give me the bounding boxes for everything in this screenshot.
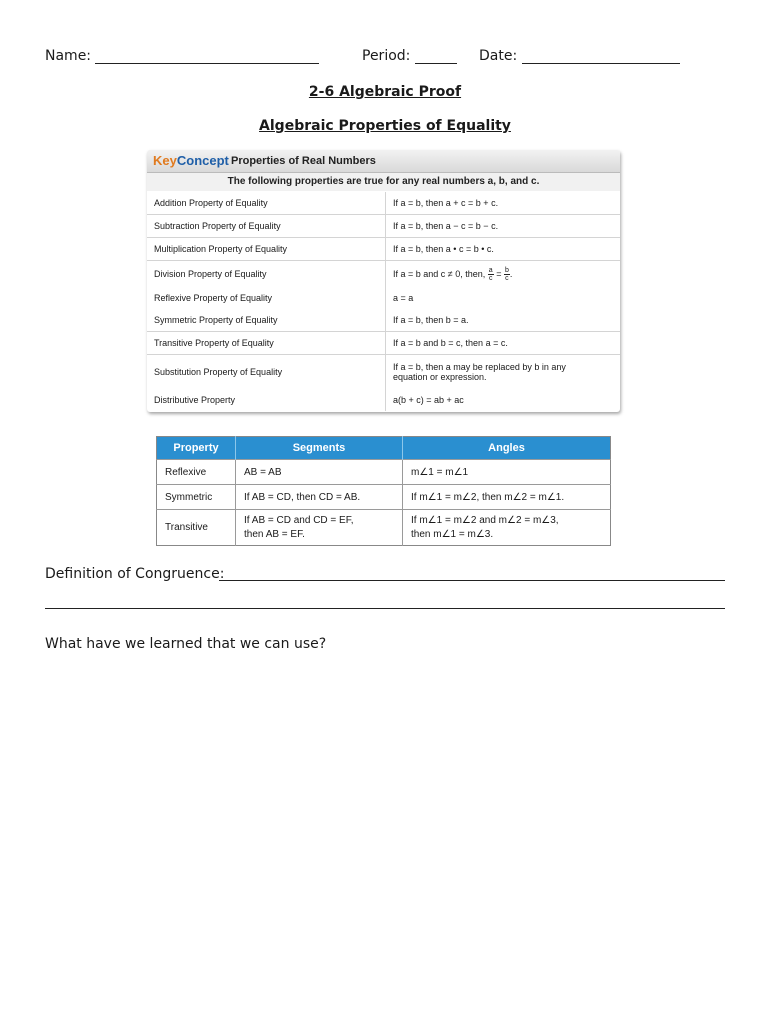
property-statement: If a = b, then a − c = b − c. xyxy=(386,215,621,238)
period-blank[interactable] xyxy=(415,49,457,64)
date-blank[interactable] xyxy=(522,49,680,64)
header-angles: Angles xyxy=(403,437,611,460)
angles-cell: m∠1 = m∠1 xyxy=(403,460,611,485)
property-statement: If a = b, then b = a. xyxy=(386,309,621,332)
table-row xyxy=(147,389,620,411)
header-property: Property xyxy=(157,437,236,460)
property-name: Subtraction Property of Equality xyxy=(147,215,386,238)
header-segments: Segments xyxy=(236,437,403,460)
name-field[interactable] xyxy=(45,48,319,64)
key-concept-header xyxy=(147,150,620,173)
property-name: Division Property of Equality xyxy=(147,261,386,288)
table-row xyxy=(147,192,620,215)
segments-angles-table xyxy=(156,436,611,546)
date-label: Date: xyxy=(479,48,518,64)
fraction: $\frac{a}{c}$ xyxy=(488,266,493,282)
angles-cell: If m∠1 = m∠2, then m∠2 = m∠1. xyxy=(403,485,611,510)
segments-cell: If AB = CD, then CD = AB. xyxy=(236,485,403,510)
date-field[interactable] xyxy=(479,48,680,64)
table-row xyxy=(157,510,611,546)
property-statement: If a = b, then a • c = b • c. xyxy=(386,238,621,261)
property-name: Transitive xyxy=(157,510,236,546)
definition-blank-2[interactable] xyxy=(45,608,725,609)
angles-cell: If m∠1 = m∠2 and m∠2 = m∠3, then m∠1 = m∠3. xyxy=(403,510,611,546)
property-statement: If a = b and c ≠ 0, then, $\frac{a}{c}$ = $\frac{b}{c}$ . xyxy=(393,266,513,282)
period-label: Period: xyxy=(362,48,411,64)
table-row xyxy=(147,309,620,332)
page-title: 2-6 Algebraic Proof xyxy=(308,84,462,100)
name-label: Name: xyxy=(45,48,92,64)
property-name: Transitive Property of Equality xyxy=(147,332,386,355)
key-concept-intro: The following properties are true for any real numbers a, b, and c. xyxy=(147,173,620,191)
table-row xyxy=(147,261,620,288)
property-statement: If a = b, then a may be replaced by b in any equation or expression. xyxy=(393,362,566,382)
property-name: Symmetric Property of Equality xyxy=(147,309,386,332)
property-name: Reflexive xyxy=(157,460,236,485)
table-row xyxy=(147,332,620,355)
property-name: Reflexive Property of Equality xyxy=(147,287,386,309)
table-row xyxy=(147,355,620,390)
property-statement: If a = b and b = c, then a = c. xyxy=(386,332,621,355)
property-statement: If a = b, then a + c = b + c. xyxy=(386,192,621,215)
property-name: Symmetric xyxy=(157,485,236,510)
property-name: Substitution Property of Equality xyxy=(147,355,386,390)
definition-label: Definition of Congruence: xyxy=(45,566,225,582)
property-name: Multiplication Property of Equality xyxy=(147,238,386,261)
table-header-row xyxy=(157,437,611,460)
property-name: Distributive Property xyxy=(147,389,386,411)
key-concept-name: Properties of Real Numbers xyxy=(231,155,376,167)
definition-blank-1[interactable] xyxy=(219,580,725,581)
table-row xyxy=(147,238,620,261)
key-concept-tag: KeyConcept xyxy=(153,153,229,168)
property-statement: a(b + c) = ab + ac xyxy=(393,395,464,405)
segments-cell: AB = AB xyxy=(236,460,403,485)
table-row xyxy=(147,215,620,238)
period-field[interactable] xyxy=(362,48,457,64)
section-title: Algebraic Properties of Equality xyxy=(259,118,511,134)
table-row xyxy=(147,287,620,309)
segments-cell: If AB = CD and CD = EF, then AB = EF. xyxy=(236,510,403,546)
table-row xyxy=(157,485,611,510)
question-text: What have we learned that we can use? xyxy=(45,636,327,652)
table-row xyxy=(157,460,611,485)
properties-table xyxy=(147,192,620,411)
fraction: $\frac{b}{c}$ xyxy=(504,266,509,282)
property-statement: a = a xyxy=(393,293,414,303)
key-concept-box xyxy=(147,150,620,412)
property-name: Addition Property of Equality xyxy=(147,192,386,215)
name-blank[interactable] xyxy=(95,49,319,64)
